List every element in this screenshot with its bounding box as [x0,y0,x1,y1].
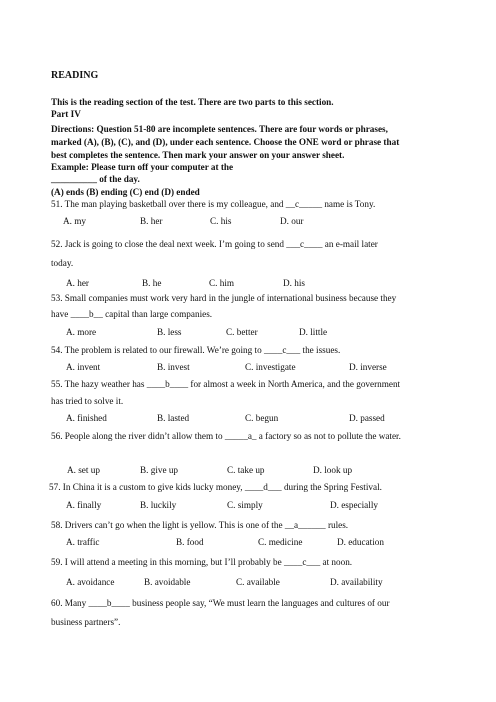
q55-option-b: B. lasted [157,413,190,423]
q56-option-a: A. set up [67,465,100,475]
q53-option-c: C. better [226,327,258,337]
q54-option-d: D. inverse [349,362,387,372]
directions-line-2: marked (A), (B), (C), and (D), under each sentence. Choose the ONE word or phrase that [51,137,400,147]
q59-option-d: D. availability [330,577,383,587]
question-52-text-line-2: today. [51,258,74,268]
part-label: Part IV [51,109,81,119]
q56-option-b: B. give up [140,465,179,475]
q54-option-c: C. investigate [245,362,296,372]
question-60-text-line-2: business partners”. [51,617,121,627]
q58-option-d: D. education [337,537,384,547]
q52-option-d: D. his [283,278,305,288]
question-54-text: 54. The problem is related to our firewall. We’re going to ____c___ the issues. [51,345,341,355]
q59-option-c: C. available [236,577,280,587]
question-55-text-line-1: 55. The hazy weather has ____b____ for almost a week in North America, and the government [51,379,401,389]
q55-option-c: C. begun [245,413,279,423]
q54-option-a: A. invent [66,362,101,372]
example-options: (A) ends (B) ending (C) end (D) ended [51,187,200,197]
q58-option-b: B. food [176,537,204,547]
question-56-text: 56. People along the river didn’t allow them to _____a_ a factory so as not to pollute the water. [51,431,401,441]
q53-option-b: B. less [157,327,182,337]
q58-option-c: C. medicine [258,537,303,547]
q53-option-a: A. more [66,327,97,337]
q56-option-d: D. look up [313,465,353,475]
directions-line-3: best completes the sentence. Then mark your answer on your answer sheet. [51,150,345,160]
q54-option-b: B. invest [157,362,190,372]
example-line-1: Example: Please turn off your computer at the [51,162,234,172]
question-55-text-line-2: has tried to solve it. [51,396,124,406]
q52-option-a: A. her [66,278,89,288]
q57-option-b: B. luckily [140,500,177,510]
q52-option-c: C. him [209,278,235,288]
q57-option-c: C. simply [227,500,263,510]
question-52-text-line-1: 52. Jack is going to close the deal next week. I’m going to send ___c____ an e-mail later [51,239,378,249]
q52-option-b: B. he [142,278,162,288]
q56-option-c: C. take up [227,465,265,475]
q51-option-a: A. my [63,216,86,226]
q55-option-d: D. passed [349,413,385,423]
q58-option-a: A. traffic [66,537,100,547]
q53-option-d: D. little [299,327,328,337]
example-line-2: __________ of the day. [51,174,140,184]
q57-option-d: D. especially [330,500,378,510]
question-53-text-line-2: have ____b__ capital than large companies. [51,309,213,319]
q59-option-b: B. avoidable [144,577,191,587]
intro-text: This is the reading section of the test. There are two parts to this section. [51,97,334,107]
q51-option-d: D. our [280,216,304,226]
section-heading: READING [51,70,99,81]
q51-option-b: B. her [140,216,163,226]
question-59-text: 59. I will attend a meeting in this morning, but I’ll probably be ____c___ at noon. [51,557,353,567]
directions-line-1: Directions: Question 51-80 are incomplete sentences. There are four words or phrases, [51,124,388,134]
q57-option-a: A. finally [66,500,102,510]
question-58-text: 58. Drivers can’t go when the light is yellow. This is one of the __a______ rules. [51,520,349,530]
question-57-text: 57. In China it is a custom to give kids lucky money, ____d___ during the Spring Festival. [49,482,382,492]
question-51-text: 51. The man playing basketball over there is my colleague, and __c_____ name is Tony. [51,199,376,209]
q59-option-a: A. avoidance [66,577,115,587]
question-60-text-line-1: 60. Many ____b____ business people say, “We must learn the languages and cultures of our [51,598,390,608]
q51-option-c: C. his [210,216,232,226]
question-53-text-line-1: 53. Small companies must work very hard in the jungle of international business because they [51,293,397,303]
q55-option-a: A. finished [66,413,107,423]
